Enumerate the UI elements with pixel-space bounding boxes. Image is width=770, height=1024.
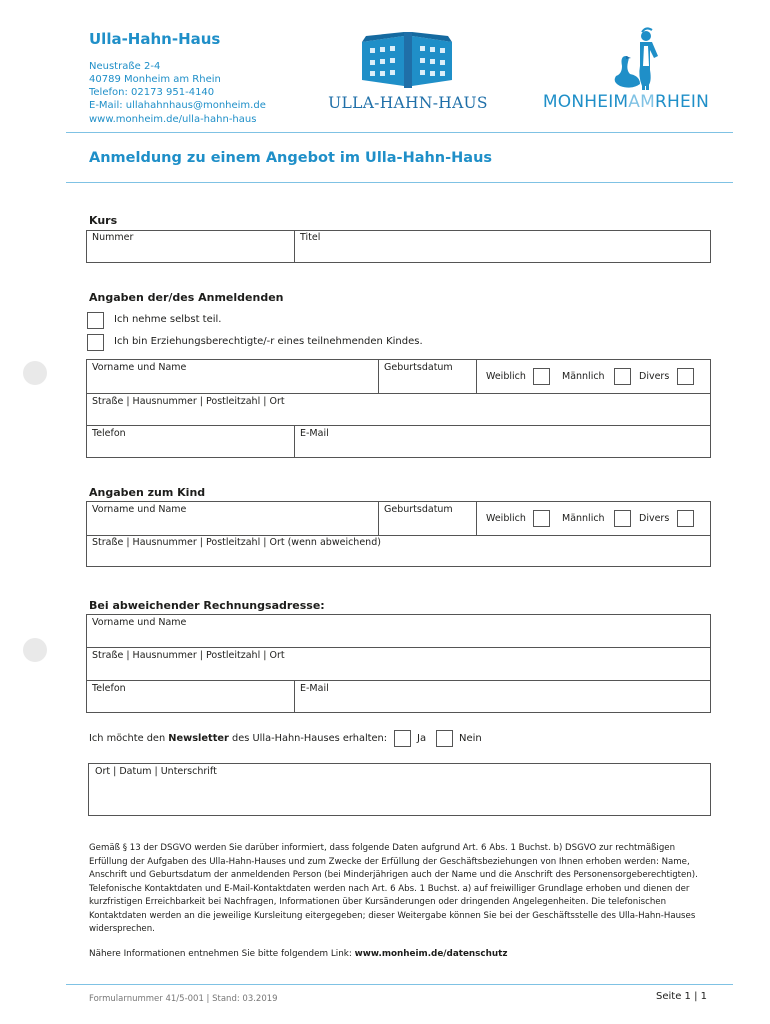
kind-geburtsdatum-field[interactable]: Geburtsdatum bbox=[384, 504, 453, 515]
form-number: Formularnummer 41/5-001 | Stand: 03.2019 bbox=[89, 994, 278, 1004]
privacy-link-line bbox=[89, 949, 508, 959]
anmelder-telefon-field[interactable]: Telefon bbox=[92, 428, 126, 439]
page-title: Anmeldung zu einem Angebot im Ulla-Hahn-Haus bbox=[89, 150, 493, 166]
rechnung-email-field[interactable]: E-Mail bbox=[300, 683, 329, 694]
rechnung-telefon-field[interactable]: Telefon bbox=[92, 683, 126, 694]
anmelder-name-field[interactable]: Vorname und Name bbox=[92, 362, 187, 373]
anmelder-heading: Angaben der/des Anmeldenden bbox=[89, 291, 284, 304]
rechnung-row-divider-2 bbox=[86, 680, 711, 681]
self-participation-checkbox[interactable] bbox=[87, 312, 104, 329]
monheim-logo-word-monheim: MONHEIM bbox=[542, 92, 629, 112]
kurs-divider bbox=[294, 230, 295, 263]
anmelder-maennlich-label: Männlich bbox=[562, 371, 605, 382]
kurs-titel-field[interactable]: Titel bbox=[300, 232, 321, 243]
rechnung-contact-divider bbox=[294, 680, 295, 713]
kind-name-divider bbox=[378, 501, 379, 535]
anmelder-row-divider-2 bbox=[86, 425, 711, 426]
kind-maennlich-label: Männlich bbox=[562, 513, 605, 524]
rechnung-box bbox=[86, 614, 711, 713]
kurs-heading: Kurs bbox=[89, 214, 118, 227]
signature-label: Ort | Datum | Unterschrift bbox=[95, 766, 217, 777]
monheim-logo-text bbox=[536, 92, 716, 112]
self-participation-label: Ich nehme selbst teil. bbox=[114, 314, 222, 325]
parent-checkbox[interactable] bbox=[87, 334, 104, 351]
anmelder-maennlich-checkbox[interactable] bbox=[614, 368, 631, 385]
monheim-am-rhein-logo bbox=[536, 26, 716, 116]
kind-weiblich-label: Weiblich bbox=[486, 513, 526, 524]
kind-divers-checkbox[interactable] bbox=[677, 510, 694, 527]
monheim-logo-word-am: AM bbox=[628, 92, 655, 112]
newsletter-ja-checkbox[interactable] bbox=[394, 730, 411, 747]
kurs-nummer-field[interactable]: Nummer bbox=[92, 232, 134, 243]
kind-adresse-field[interactable]: Straße | Hausnummer | Postleitzahl | Ort (wenn abweichend) bbox=[92, 537, 381, 548]
privacy-notice: Gemäß § 13 der DSGVO werden Sie darüber informiert, dass folgende Daten aufgrund Art. 6 Abs. 1 Buchst. b) DSGVO zur rechtmäßigen Erfüllung der Aufgaben des Ulla-Hahn-Hauses und zum Zwecke der Erfüllung der Geschäftsbeziehungen von Ihnen erhoben werden: Name, Anschrift und Geburtsdatum der anmeldenden Person (bei Minderjährigen auch der Name und die Anschrift des Personensorgeberechtigten). Telefonische Kontaktdaten und E-Mail-Kontaktdaten werden nach Art. 6 Abs. 1 Buchst. a) auf freiwilliger Grundlage erhoben und dienen der kurzfristigen Erreichbarkeit bei Nachfragen, Informationen über Kursänderungen oder dringenden Angelegenheiten. Die telefonischen Kontaktdaten werden an die jeweilige Kursleitung eitergegeben; dieser Weitergabe können Sie bei der Geschäftsstelle des Ulla-Hahn-Hauses widersprechen. bbox=[89, 843, 698, 934]
org-name: Ulla-Hahn-Haus bbox=[89, 30, 221, 48]
rechnung-name-field[interactable]: Vorname und Name bbox=[92, 617, 187, 628]
anmelder-weiblich-checkbox[interactable] bbox=[533, 368, 550, 385]
anmelder-row-divider-1 bbox=[86, 393, 711, 394]
privacy-link[interactable]: www.monheim.de/datenschutz bbox=[354, 949, 508, 959]
kind-heading: Angaben zum Kind bbox=[89, 486, 206, 499]
anmelder-gender-divider bbox=[476, 359, 477, 393]
newsletter-ja-label: Ja bbox=[417, 733, 427, 744]
anmelder-weiblich-label: Weiblich bbox=[486, 371, 526, 382]
anmelder-name-divider bbox=[378, 359, 379, 393]
kurs-box bbox=[86, 230, 711, 263]
anmelder-divers-checkbox[interactable] bbox=[677, 368, 694, 385]
ulla-hahn-haus-logo-text: ULLA-HAHN-HAUS bbox=[328, 94, 488, 112]
newsletter-nein-checkbox[interactable] bbox=[436, 730, 453, 747]
punch-hole-bottom bbox=[23, 638, 47, 662]
address-city: 40789 Monheim am Rhein bbox=[89, 74, 221, 85]
newsletter-text-bold: Newsletter bbox=[168, 733, 229, 744]
kind-row-divider bbox=[86, 535, 711, 536]
rechnung-row-divider-1 bbox=[86, 647, 711, 648]
anmelder-adresse-field[interactable]: Straße | Hausnummer | Postleitzahl | Ort bbox=[92, 396, 285, 407]
address-street: Neustraße 2-4 bbox=[89, 61, 161, 72]
page-number: Seite 1 | 1 bbox=[656, 991, 707, 1002]
parent-label: Ich bin Erziehungsberechtigte/-r eines teilnehmenden Kindes. bbox=[114, 336, 423, 347]
book-house-icon bbox=[318, 28, 498, 92]
newsletter-text-before: Ich möchte den bbox=[89, 733, 169, 744]
kind-maennlich-checkbox[interactable] bbox=[614, 510, 631, 527]
anmelder-contact-divider bbox=[294, 425, 295, 458]
goose-liesel-icon bbox=[536, 26, 716, 92]
newsletter-text-after: des Ulla-Hahn-Hauses erhalten: bbox=[228, 733, 388, 744]
newsletter-nein-label: Nein bbox=[459, 733, 482, 744]
address-website[interactable]: www.monheim.de/ulla-hahn-haus bbox=[89, 114, 257, 125]
header-divider bbox=[66, 132, 733, 133]
newsletter-question bbox=[89, 733, 387, 744]
kind-weiblich-checkbox[interactable] bbox=[533, 510, 550, 527]
rechnung-heading: Bei abweichender Rechnungsadresse: bbox=[89, 599, 325, 612]
kind-divers-label: Divers bbox=[639, 513, 670, 524]
punch-hole-top bbox=[23, 361, 47, 385]
rechnung-adresse-field[interactable]: Straße | Hausnummer | Postleitzahl | Ort bbox=[92, 650, 285, 661]
kind-name-field[interactable]: Vorname und Name bbox=[92, 504, 187, 515]
footer-divider bbox=[66, 984, 733, 985]
address-phone: Telefon: 02173 951-4140 bbox=[89, 87, 215, 98]
monheim-logo-word-rhein: RHEIN bbox=[655, 92, 710, 112]
anmelder-geburtsdatum-field[interactable]: Geburtsdatum bbox=[384, 362, 453, 373]
kind-gender-divider bbox=[476, 501, 477, 535]
privacy-link-text: Nähere Informationen entnehmen Sie bitte folgendem Link: bbox=[89, 949, 355, 959]
address-email[interactable]: E-Mail: ullahahnhaus@monheim.de bbox=[89, 100, 266, 111]
title-divider bbox=[66, 182, 733, 183]
anmelder-email-field[interactable]: E-Mail bbox=[300, 428, 329, 439]
ulla-hahn-haus-logo bbox=[318, 28, 498, 114]
anmelder-divers-label: Divers bbox=[639, 371, 670, 382]
